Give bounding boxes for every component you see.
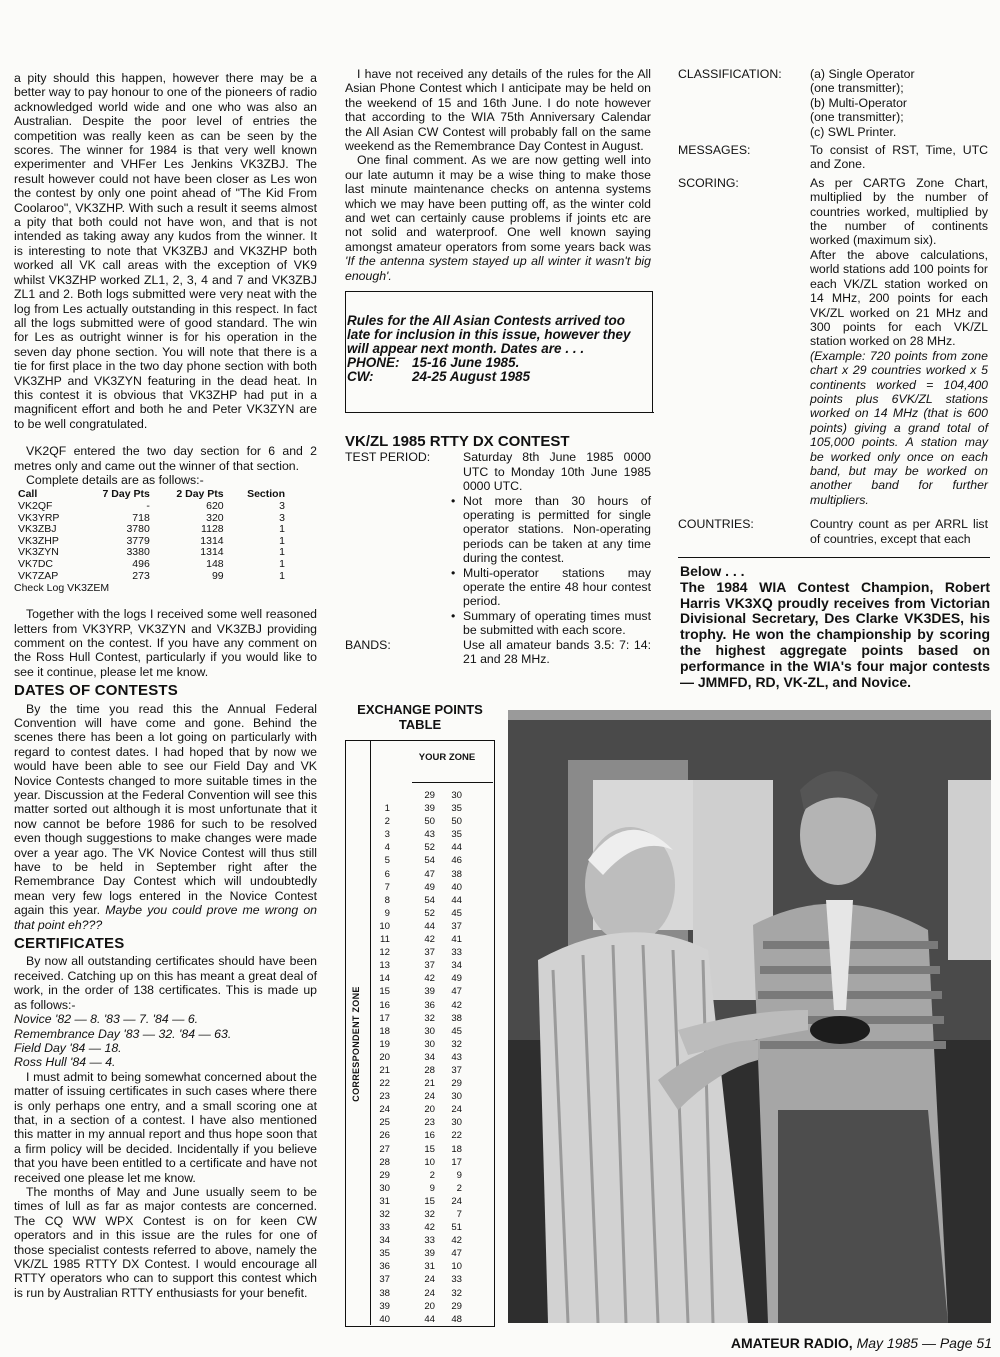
section-cell: 1	[279, 569, 285, 582]
article-paragraph: Together with the logs I received some well reasoned letters from VK3YRP, VK3ZYN and VK3ZBJ providing comment on the contest. If you have any comment on the Ross Hull Contest, particularly if you would like to see it continue, please let me know.	[14, 607, 317, 679]
zone-cell: 4	[384, 842, 390, 854]
zone-cell: 7	[384, 881, 390, 893]
call-cell: VK7ZAP	[18, 569, 59, 582]
phone-dates-line	[347, 356, 647, 370]
exchange-table-rows	[373, 789, 462, 1326]
zone-cell: 19	[379, 1038, 390, 1050]
classification-row	[678, 67, 988, 139]
call-cell: VK7DC	[18, 557, 54, 570]
table-row	[373, 907, 462, 920]
your-zone-underline	[412, 782, 493, 783]
zone30-cell: 18	[451, 1143, 462, 1155]
table-row	[14, 501, 289, 513]
zone30-cell: 45	[451, 907, 462, 919]
table-row	[373, 1208, 462, 1221]
trophy-photo	[508, 710, 991, 1323]
zone30-cell: 42	[451, 1235, 462, 1247]
zone29-cell: 28	[424, 1064, 435, 1076]
certificate-list	[14, 1012, 317, 1070]
zone-cell: 28	[379, 1156, 390, 1168]
trophy-photo-image	[508, 710, 991, 1323]
zone-cell: 17	[379, 1012, 390, 1024]
zone30-cell: 38	[451, 1012, 462, 1024]
zone-cell: 8	[384, 894, 390, 906]
zone30-cell: 50	[451, 816, 462, 828]
zone-cell: 36	[379, 1261, 390, 1273]
two-day-cell: 148	[206, 557, 224, 570]
zone30-cell: 37	[451, 920, 462, 932]
table-header-7day: 7 Day Pts	[102, 488, 150, 501]
zone-cell: 27	[379, 1143, 390, 1155]
section-cell: 1	[279, 546, 285, 559]
table-row	[373, 1247, 462, 1260]
zone-cell: 12	[379, 947, 390, 959]
zone29-cell: 42	[424, 934, 435, 946]
table-row	[14, 571, 289, 583]
zone29-cell: 54	[424, 894, 435, 906]
paragraph-italic-text: 'If the antenna system stayed up all winter it wasn't big enough'.	[345, 254, 651, 283]
column-middle	[345, 67, 651, 283]
article-paragraph: a pity should this happen, however there may be a better way to pay honour to one of the pioneers of radio acknowledged world wide and one who was also an Australian. Despite the poor level of entries the competition was really keen as can be seen by the scores. The winner for 1984 is that very well known experimenter and VHFer Les Jenkins VK3ZBJ. The result however could not have been closer as Les won the contest by only one point ahead of "The Kid From Coolaroo", VK3ZHP. With such a result it seems almost a pity that both could not have won, and that is not intended as taking away any kudos from the winner. It is interesting to note that VK3ZBJ and VK3ZHP both worked all VK call areas with the exception of VK9 whilst VK3ZHP worked ZL1, 2, 3, 4 and 7 and VK3ZBJ ZL1 and 2. Both logs submitted were very neat with the log from Les actually outstanding in this respect. In fact all the logs submitted were of good standard. The win for Les as outright winner is for his operation in the seven day phone section. You will note that there is a tie for first place in the two day phone section with both VK3ZHP and VK3ZYN featuring in the dead heat. In this contest it is obvious that VK3ZHP had put in a magnificent effort and both he and Peter VK3ZYN are to be well congratulated.	[14, 71, 317, 431]
zone-cell: 1	[384, 803, 390, 815]
zone30-cell: 32	[451, 1287, 462, 1299]
zone-cell	[373, 789, 390, 802]
rtty-contest-section	[345, 435, 651, 667]
table-row	[373, 1077, 462, 1090]
zone-cell: 39	[379, 1300, 390, 1312]
two-day-cell: 320	[206, 511, 224, 524]
call-cell: VK3ZHP	[18, 534, 59, 547]
zone30-cell: 17	[451, 1156, 462, 1168]
seven-day-cell: 273	[132, 569, 150, 582]
bullet-icon: •	[451, 493, 456, 508]
zone-cell: 13	[379, 960, 390, 972]
zone30-cell: 33	[451, 1274, 462, 1286]
zone30-cell: 46	[451, 855, 462, 867]
zone29-cell: 16	[424, 1130, 435, 1142]
table-row	[373, 999, 462, 1012]
article-paragraph: By now all outstanding certificates should have been received. Catching up on this has meant a great deal of work, in the order of 138 certificates. This is made up as follows:-	[14, 954, 317, 1012]
article-paragraph: I have not received any details of the rules for the All Asian Phone Contest which I anticipate may be held on the weekend of 15 and 16th June. I do note however that according to the WIA 75th Anniversary Calendar the All Asian CW Contest will probably fall on the same weekend as the Remembrance Day Contest in August.	[345, 67, 651, 154]
rtty-contest-title: VK/ZL 1985 RTTY DX CONTEST	[345, 433, 570, 450]
zone29-cell: 50	[424, 816, 435, 828]
table-row	[14, 524, 289, 536]
zone30-cell: 48	[451, 1313, 462, 1325]
zone29-cell: 30	[424, 1038, 435, 1050]
zone-cell: 10	[379, 920, 390, 932]
zone-cell: 34	[379, 1235, 390, 1247]
zone30-cell: 30	[451, 1117, 462, 1129]
rules-notice-text	[347, 314, 647, 384]
table-row	[14, 547, 289, 559]
zone-cell: 20	[379, 1051, 390, 1063]
countries-row	[678, 517, 988, 546]
zone29-cell: 49	[424, 881, 435, 893]
countries-value: Country count as per ARRL list of countries, except that each	[810, 517, 988, 546]
zone30-cell: 51	[451, 1222, 462, 1234]
test-period-value: Saturday 8th June 1985 0000 UTC to Monday 10th June 1985 0000 UTC.	[463, 450, 651, 494]
bullet-icon: •	[451, 608, 456, 623]
classification-line: (c) SWL Printer.	[810, 124, 897, 139]
zone-cell: 21	[379, 1064, 390, 1076]
list-item: Remembrance Day '83 — 32. '84 — 63.	[14, 1026, 232, 1041]
article-paragraph: I must admit to being somewhat concerned about the matter of issuing certificates in such cases where there is only perhaps one entry, and a small scoring one at that, in a section of a contest. I have also mentioned this matter in my annual report and thus hope soon that a firm policy will be decided. Incidentally if you believe that you have been entitled to a certificate and have not received one please let me know.	[14, 1069, 317, 1185]
table-row	[373, 1300, 462, 1313]
zone29-cell: 39	[424, 986, 435, 998]
zone30-cell: 34	[451, 960, 462, 972]
zone-cell: 37	[379, 1274, 390, 1286]
bullet-text: Multi-operator stations may operate the entire 48 hour contest period.	[463, 565, 651, 609]
messages-row	[678, 143, 988, 172]
countries-label: COUNTRIES:	[678, 517, 754, 532]
seven-day-cell: 496	[132, 557, 150, 570]
table-row	[373, 1012, 462, 1025]
table-header-call: Call	[18, 488, 38, 501]
call-cell: VK3YRP	[18, 511, 60, 524]
box-bottom-rule	[345, 394, 654, 413]
zone29-cell: 39	[424, 803, 435, 815]
zone29-cell: 43	[424, 829, 435, 841]
zone30-cell: 41	[451, 934, 462, 946]
rtty-bullets	[451, 494, 651, 638]
two-day-cell: 620	[206, 499, 224, 512]
check-log-note: Check Log VK3ZEM	[14, 582, 110, 595]
zone30-cell: 40	[451, 881, 462, 893]
zone29-cell: 21	[424, 1078, 435, 1090]
zone29-cell: 29	[424, 790, 435, 801]
zone29-cell: 20	[424, 1300, 435, 1312]
seven-day-cell: 3779	[126, 534, 150, 547]
bullet-text: Summary of operating times must be submitted with each score.	[463, 608, 651, 638]
zone29-cell: 9	[429, 1182, 435, 1194]
cw-dates-line	[347, 370, 647, 384]
section-cell: 3	[279, 499, 285, 512]
zone30-cell: 47	[451, 986, 462, 998]
page-footer	[731, 1335, 992, 1351]
table-row	[373, 868, 462, 881]
table-row	[373, 881, 462, 894]
scoring-row	[678, 176, 988, 507]
zone30-cell: 33	[451, 947, 462, 959]
zone29-cell: 15	[424, 1143, 435, 1155]
zone30-cell: 44	[451, 894, 462, 906]
test-period-label: TEST PERIOD:	[345, 450, 431, 465]
zone-cell: 16	[379, 999, 390, 1011]
table-row	[373, 1129, 462, 1142]
list-item: Field Day '84 — 18.	[14, 1040, 122, 1055]
bands-row	[345, 638, 651, 667]
zone30-cell: 30	[451, 1091, 462, 1103]
two-day-cell: 99	[211, 569, 224, 582]
zone29-cell: 15	[424, 1195, 435, 1207]
zone29-cell: 44	[424, 920, 435, 932]
zone29-cell: 10	[424, 1156, 435, 1168]
table-header-section: Section	[247, 488, 285, 501]
table-row	[373, 1090, 462, 1103]
magazine-name: AMATEUR RADIO,	[730, 1335, 853, 1351]
article-paragraph: Complete details are as follows:-	[26, 472, 204, 487]
results-table	[14, 489, 289, 582]
zone29-cell: 42	[424, 973, 435, 985]
zone29-cell: 31	[424, 1261, 435, 1273]
article-paragraph: VK2QF entered the two day section for 6 and 2 metres only and came out the winner of that section.	[14, 444, 317, 473]
zone30-cell: 29	[451, 1300, 462, 1312]
zone-cell: 11	[380, 934, 390, 946]
zone29-cell: 32	[424, 1209, 435, 1220]
bands-value: Use all amateur bands 3.5: 7: 14: 21 and 28 MHz.	[463, 637, 651, 667]
table-row	[14, 559, 289, 571]
issue-page: May 1985 — Page 51	[856, 1335, 992, 1351]
zone30-cell: 24	[451, 1195, 462, 1207]
list-item: Novice '82 — 8. '83 — 7. '84 — 6.	[14, 1012, 199, 1027]
cw-dates: 24-25 August 1985	[412, 369, 531, 384]
zone-cell: 5	[384, 855, 390, 867]
zone-cell: 29	[379, 1169, 390, 1181]
section-cell: 3	[279, 511, 285, 524]
section-heading-dates: DATES OF CONTESTS	[14, 682, 178, 700]
table-row	[373, 789, 462, 802]
zone30-cell: 44	[451, 842, 462, 854]
classification-line: (b) Multi-Operator	[810, 95, 908, 110]
scoring-example: (Example: 720 points from zone chart x 29 countries worked x 5 continents worked = 104,400 points plus 6VK/ZL stations worked on 14 MHz (that is 600 points) giving a grand total of 105,000 points. A station may be worked only once on each band, but may be worked on another band for further multipliers.	[810, 348, 988, 507]
classification-label: CLASSIFICATION:	[678, 67, 782, 81]
phone-dates: 15-16 June 1985.	[412, 355, 520, 370]
table-row	[373, 1182, 462, 1195]
seven-day-cell: 3380	[126, 546, 150, 559]
table-row	[373, 1025, 462, 1038]
table-row	[373, 946, 462, 959]
zone30-cell: 35	[451, 829, 462, 841]
zone29-cell: 24	[424, 1287, 435, 1299]
zone30-cell: 38	[451, 868, 462, 880]
seven-day-cell: -	[146, 499, 150, 512]
call-cell: VK3ZBJ	[18, 523, 57, 536]
seven-day-cell: 3780	[126, 523, 150, 536]
list-item	[451, 566, 651, 609]
zone29-cell: 34	[424, 1051, 435, 1063]
paragraph-italic-text: Maybe you could prove me wrong on that point eh???	[14, 903, 317, 932]
scoring-value	[810, 176, 988, 507]
photo-caption	[680, 564, 990, 690]
zone29-cell: 2	[429, 1169, 435, 1181]
zone30-cell: 37	[451, 1064, 462, 1076]
zone-cell: 9	[384, 907, 390, 919]
bullet-icon: •	[451, 565, 456, 580]
table-row	[373, 1103, 462, 1116]
caption-lead: Below . . .	[680, 563, 745, 579]
zone29-cell: 36	[424, 999, 435, 1011]
zone30-cell: 2	[456, 1182, 462, 1194]
zone-cell: 31	[379, 1195, 390, 1207]
zone30-cell: 45	[451, 1025, 462, 1037]
zone-cell: 23	[379, 1091, 390, 1103]
table-row	[373, 985, 462, 998]
paragraph-text: One final comment. As we are now getting well into our late autumn it may be a wise thing to make those last minute maintenance checks on antenna systems which we may have been putting off, as the winter cold and wet can certainly cause problems if joints etc are not solid and waterproof. One well known saying amongst amateur operators from some years back was	[345, 153, 651, 254]
section-cell: 1	[279, 523, 285, 536]
zone-cell: 40	[379, 1313, 390, 1325]
messages-value: To consist of RST, Time, UTC and Zone.	[810, 143, 988, 172]
zone-cell: 33	[379, 1222, 390, 1234]
zone-cell: 38	[379, 1287, 390, 1299]
table-row	[373, 972, 462, 985]
list-item	[451, 609, 651, 638]
zone30-cell: 42	[451, 999, 462, 1011]
zone30-cell: 35	[451, 803, 462, 815]
scoring-label: SCORING:	[678, 175, 739, 190]
zone-cell: 25	[379, 1117, 390, 1129]
zone30-cell: 24	[451, 1104, 462, 1116]
table-row	[373, 1234, 462, 1247]
list-item	[451, 494, 651, 566]
two-day-cell: 1314	[200, 534, 224, 547]
zone-cell: 26	[379, 1130, 390, 1142]
article-paragraph: The months of May and June usually seem to be times of lull as far as major contests are concerned. The CQ WW WPX Contest is on for keen CW operators and in this issue are the rules for one of those specialist contests referred to above, namely the VK/ZL 1985 RTTY DX Contest. I would encourage all RTTY operators who can to support this contest which is run by Australian RTTY enthusiasts for your benefit.	[14, 1184, 317, 1300]
zone-cell: 30	[379, 1182, 390, 1194]
zone29-cell: 42	[424, 1222, 435, 1234]
exchange-table-divider	[370, 740, 371, 1325]
zone-cell: 24	[379, 1104, 390, 1116]
zone30-cell: 29	[451, 1078, 462, 1090]
zone30-cell: 47	[451, 1248, 462, 1260]
zone29-cell: 37	[424, 947, 435, 959]
exchange-table-title: EXCHANGE POINTS TABLE	[357, 702, 483, 732]
zone29-cell: 52	[424, 842, 435, 854]
zone-cell: 18	[379, 1025, 390, 1037]
zone29-cell: 24	[424, 1274, 435, 1286]
zone29-cell: 24	[424, 1091, 435, 1103]
zone29-cell: 23	[424, 1117, 435, 1129]
list-item: Ross Hull '84 — 4.	[14, 1055, 116, 1070]
zone29-cell: 30	[424, 1025, 435, 1037]
zone-cell: 2	[384, 816, 390, 828]
zone29-cell: 54	[424, 855, 435, 867]
table-row	[373, 1169, 462, 1182]
table-row	[373, 1156, 462, 1169]
section-cell: 1	[279, 557, 285, 570]
rules-notice-line: Rules for the All Asian Contests arrived too late for inclusion in this issue, however they will appear next month. Dates are . . .	[347, 313, 631, 356]
classification-value	[810, 67, 988, 139]
zone30-cell: 7	[456, 1209, 462, 1220]
test-period-row	[345, 450, 651, 493]
table-row	[373, 1143, 462, 1156]
phone-label: PHONE:	[347, 355, 400, 370]
section-cell: 1	[279, 534, 285, 547]
column-left	[14, 71, 317, 1300]
correspondent-zone-label: CORRESPONDENT ZONE	[351, 986, 361, 1102]
caption-divider	[678, 557, 990, 558]
section-heading-certificates: CERTIFICATES	[14, 935, 125, 953]
zone-cell: 22	[379, 1078, 390, 1090]
article-paragraph	[14, 702, 317, 933]
messages-label: MESSAGES:	[678, 143, 751, 158]
zone-cell: 15	[379, 986, 390, 998]
zone29-cell: 37	[424, 960, 435, 972]
table-row	[373, 1313, 462, 1326]
zone29-cell: 52	[424, 907, 435, 919]
table-row	[373, 802, 462, 815]
zone-cell: 6	[384, 868, 390, 880]
table-row	[373, 894, 462, 907]
table-row	[373, 815, 462, 828]
bullet-text: Not more than 30 hours of operating is permitted for single operator stations. Non-operating periods can be taken at any time during the contest.	[463, 493, 651, 566]
table-row	[373, 1116, 462, 1129]
article-paragraph	[345, 153, 651, 283]
two-day-cell: 1128	[201, 523, 224, 536]
call-cell: VK2QF	[18, 499, 53, 512]
table-row	[373, 959, 462, 972]
zone-cell: 3	[384, 829, 390, 841]
zone30-cell: 22	[451, 1130, 462, 1142]
two-day-cell: 1314	[200, 546, 224, 559]
seven-day-cell: 718	[132, 511, 150, 524]
zone30-cell: 49	[451, 973, 462, 985]
classification-line: (one transmitter);	[810, 110, 904, 125]
table-row	[373, 841, 462, 854]
table-row	[373, 1038, 462, 1051]
zone30-cell: 43	[451, 1051, 462, 1063]
results-table-header	[14, 489, 289, 501]
classification-line: (one transmitter);	[810, 81, 904, 96]
table-row	[373, 1195, 462, 1208]
table-row	[373, 1273, 462, 1286]
table-row	[373, 1221, 462, 1234]
table-header-2day: 2 Day Pts	[176, 488, 224, 501]
call-cell: VK3ZYN	[18, 546, 59, 559]
paragraph-text: By the time you read this the Annual Federal Convention will have come and gone. Behind the scenes there has been a lot going on particularly with regard to contest dates. I had hoped that by now we would have been able to see our Field Day and VK Novice Contests changed to more suitable times in the year. Discussion at the Federal Convention will see this matter sorted out although it is most unfortunate that it now cannot be before 1986 for such to be resolved even though suggestions to make changes were made over a year ago. The VK Novice Contest will thus still have to be held in September right after the Remembrance Day Contest which will undoubtedly mean very few logs entered in the Novice Contest again this year.	[14, 701, 317, 918]
table-row	[373, 1064, 462, 1077]
cw-label: CW:	[347, 369, 374, 384]
zone29-cell: 32	[424, 1012, 435, 1024]
zone-cell: 32	[379, 1209, 390, 1220]
zone30-cell: 10	[451, 1261, 462, 1273]
table-row	[373, 920, 462, 933]
table-row	[373, 1287, 462, 1300]
scoring-text: After the above calculations, world stations add 100 points for each VK/ZL station worked on 14 MHz, 200 points for each VK/ZL worked on 21 MHz and 300 points for each VK/ZL station worked on 28 MHz.	[810, 247, 988, 349]
column-right	[678, 67, 988, 546]
table-row	[373, 1260, 462, 1273]
table-row	[373, 854, 462, 867]
your-zone-header: YOUR ZONE	[418, 752, 476, 763]
zone29-cell: 33	[424, 1235, 435, 1247]
zone-cell: 35	[379, 1248, 390, 1260]
results-table-body	[14, 501, 289, 582]
bands-label: BANDS:	[345, 637, 391, 652]
zone29-cell: 20	[424, 1104, 435, 1116]
zone30-cell: 30	[451, 790, 462, 801]
zone29-cell: 39	[424, 1248, 435, 1260]
zone30-cell: 9	[456, 1169, 462, 1181]
table-row	[373, 828, 462, 841]
classification-line: (a) Single Operator	[810, 67, 915, 81]
caption-text: The 1984 WIA Contest Champion, Robert Harris VK3XQ proudly receives from Victorian Divisional Secretary, Des Clarke VK3DES, his trophy. He won the championship by scoring the highest aggregate points based on performance in the WIA's four major contests — JMMFD, RD, VK-ZL, and Novice.	[680, 578, 990, 690]
zone29-cell: 47	[424, 868, 435, 880]
table-row	[373, 933, 462, 946]
table-row	[373, 1051, 462, 1064]
zone29-cell: 44	[424, 1313, 435, 1325]
zone30-cell: 32	[451, 1038, 462, 1050]
scoring-text: As per CARTG Zone Chart, multiplied by the number of countries worked, multiplied by the number of continents worked (maximum six).	[810, 175, 988, 248]
zone-cell: 14	[379, 973, 390, 985]
